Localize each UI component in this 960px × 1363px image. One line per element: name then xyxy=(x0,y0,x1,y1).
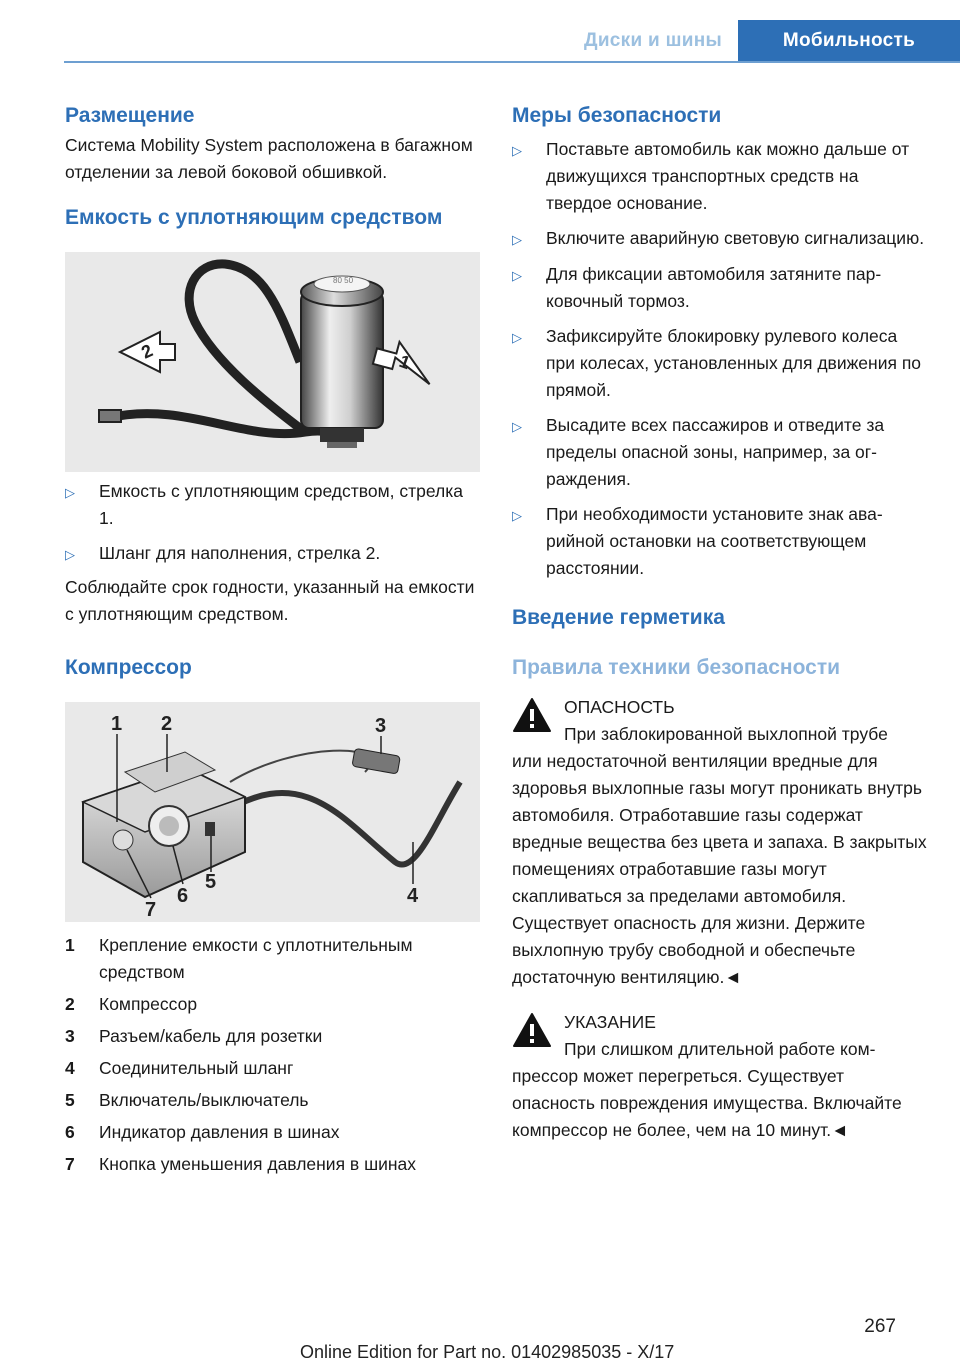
container-bullet-list xyxy=(65,478,480,568)
safety-bullet-list xyxy=(512,136,927,582)
list-item xyxy=(512,136,927,217)
bullet-text: При необходимости установите знак аварийной остановки на соответствующем расстоянии. xyxy=(546,504,883,578)
chapter-tabs xyxy=(568,20,960,62)
item-text: Компрессор xyxy=(99,994,198,1014)
list-item xyxy=(65,540,480,568)
caution-first-line: При слишком длительной работе ком- xyxy=(564,1039,876,1059)
triangle-bullet-icon: ▷ xyxy=(65,485,75,500)
figure2-label-5: 5 xyxy=(205,871,217,893)
triangle-bullet-icon: ▷ xyxy=(512,268,522,283)
left-column xyxy=(65,100,480,1178)
triangle-bullet-icon: ▷ xyxy=(512,143,522,158)
list-item xyxy=(65,1087,480,1114)
item-text: Включатель/выключатель xyxy=(99,1090,309,1110)
list-item xyxy=(512,412,927,493)
caution-notice xyxy=(512,1009,927,1144)
list-item xyxy=(65,1023,480,1050)
figure2-label-4: 4 xyxy=(407,885,419,907)
caution-triangle-icon xyxy=(512,1012,552,1048)
list-item xyxy=(512,323,927,404)
edition-note: Online Edition for Part no. 01402985035 - X/17 xyxy=(300,1342,675,1362)
list-item xyxy=(65,991,480,1018)
item-number: 6 xyxy=(65,1122,75,1142)
warning-triangle-icon xyxy=(512,697,552,733)
item-number: 2 xyxy=(65,994,75,1014)
list-item xyxy=(65,1151,480,1178)
compressor-illustration xyxy=(65,702,480,922)
item-text: Крепление емкости с уплотнительным средством xyxy=(99,935,413,982)
caution-text: прессор может перегреться. Существует опасность повреждения имущества. Включайте компрессор не более, чем на 10 минут.◄ xyxy=(512,1066,902,1140)
header-rule xyxy=(64,61,960,63)
placement-text: Система Mobility System расположена в багажном отделении за левой боковой обшивкой. xyxy=(65,135,473,182)
safety-rules-heading: Правила техники безопасности xyxy=(512,656,841,679)
bullet-text: Зафиксируйте блокировку рулевого колеса при колесах, установленных для движения по прямой. xyxy=(546,326,922,400)
list-item xyxy=(65,1055,480,1082)
safety-heading: Меры безопасности xyxy=(512,104,722,127)
container-heading: Емкость с уплотняющим средством xyxy=(65,206,443,229)
list-item xyxy=(65,932,480,986)
item-text: Кнопка уменьшения давления в шинах xyxy=(99,1154,417,1174)
figure2-label-7: 7 xyxy=(145,899,157,921)
sealant-container-illustration xyxy=(65,252,480,472)
item-text: Индикатор давления в шинах xyxy=(99,1122,340,1142)
triangle-bullet-icon: ▷ xyxy=(512,419,522,434)
triangle-bullet-icon: ▷ xyxy=(512,508,522,523)
triangle-bullet-icon: ▷ xyxy=(65,547,75,562)
placement-heading: Размещение xyxy=(65,104,195,127)
bullet-text: Емкость с уплотняющим средством, стрелка 1. xyxy=(99,481,464,528)
figure2-label-3: 3 xyxy=(375,715,387,737)
danger-title: ОПАСНОСТЬ xyxy=(564,697,675,717)
figure2-label-2: 2 xyxy=(161,713,173,735)
sealant-container-figure xyxy=(65,252,480,472)
list-item xyxy=(512,501,927,582)
list-item xyxy=(65,1119,480,1146)
container-note: Соблюдайте срок годности, указанный на емкости с уплотняющим средством. xyxy=(65,577,475,624)
bullet-text: Высадите всех пассажиров и отведите за пределы опасной зоны, например, за ограждения. xyxy=(546,415,885,489)
right-column xyxy=(512,100,927,1144)
triangle-bullet-icon: ▷ xyxy=(512,330,522,345)
compressor-legend xyxy=(65,932,480,1178)
item-number: 3 xyxy=(65,1026,75,1046)
item-number: 5 xyxy=(65,1090,75,1110)
item-number: 4 xyxy=(65,1058,75,1078)
sealant-heading: Введение герметика xyxy=(512,606,725,629)
list-item xyxy=(512,261,927,315)
danger-first-line: При заблокированной выхлопной трубе xyxy=(564,724,888,744)
figure2-label-1: 1 xyxy=(111,713,123,735)
triangle-bullet-icon: ▷ xyxy=(512,232,522,247)
figure2-label-6: 6 xyxy=(177,885,189,907)
bullet-text: Поставьте автомобиль как можно дальше от движущихся транспортных средств на твердое основание. xyxy=(546,139,910,213)
item-number: 7 xyxy=(65,1154,75,1174)
bullet-text: Включите аварийную световую сигнализацию. xyxy=(546,228,925,248)
can-cap-text: 80 50 xyxy=(333,276,354,285)
tab-current-chapter[interactable]: Мобильность xyxy=(738,20,960,62)
danger-text: или недостаточной вентиляции вредные для здоровья выхлопные газы могут проникать внутрь автомобиля. Отработавшие газы содержат вредные вещества без цвета и запаха. В закрытых помещениях отработавшие газы могут скапливаться за пределами автомобиля. Существует опасность для жизни. Держите выхлопную трубу свободной и обеспечьте достаточную вентиляцию.◄ xyxy=(512,751,927,987)
figure1-label-1: 1 xyxy=(396,350,413,374)
bullet-text: Шланг для наполнения, стрелка 2. xyxy=(99,543,381,563)
item-number: 1 xyxy=(65,935,75,955)
tab-previous-chapter[interactable]: Диски и шины xyxy=(583,30,723,51)
list-item xyxy=(512,225,927,253)
danger-notice xyxy=(512,694,927,991)
page-number: 267 xyxy=(864,1316,896,1337)
list-item xyxy=(65,478,480,532)
figure1-label-2: 2 xyxy=(138,340,156,363)
item-text: Разъем/кабель для розетки xyxy=(99,1026,323,1046)
item-text: Соединительный шланг xyxy=(99,1058,294,1078)
bullet-text: Для фиксации автомобиля затяните парковочный тормоз. xyxy=(546,264,882,311)
compressor-figure xyxy=(65,702,480,922)
caution-title: УКАЗАНИЕ xyxy=(564,1012,656,1032)
compressor-heading: Компрессор xyxy=(65,656,192,679)
